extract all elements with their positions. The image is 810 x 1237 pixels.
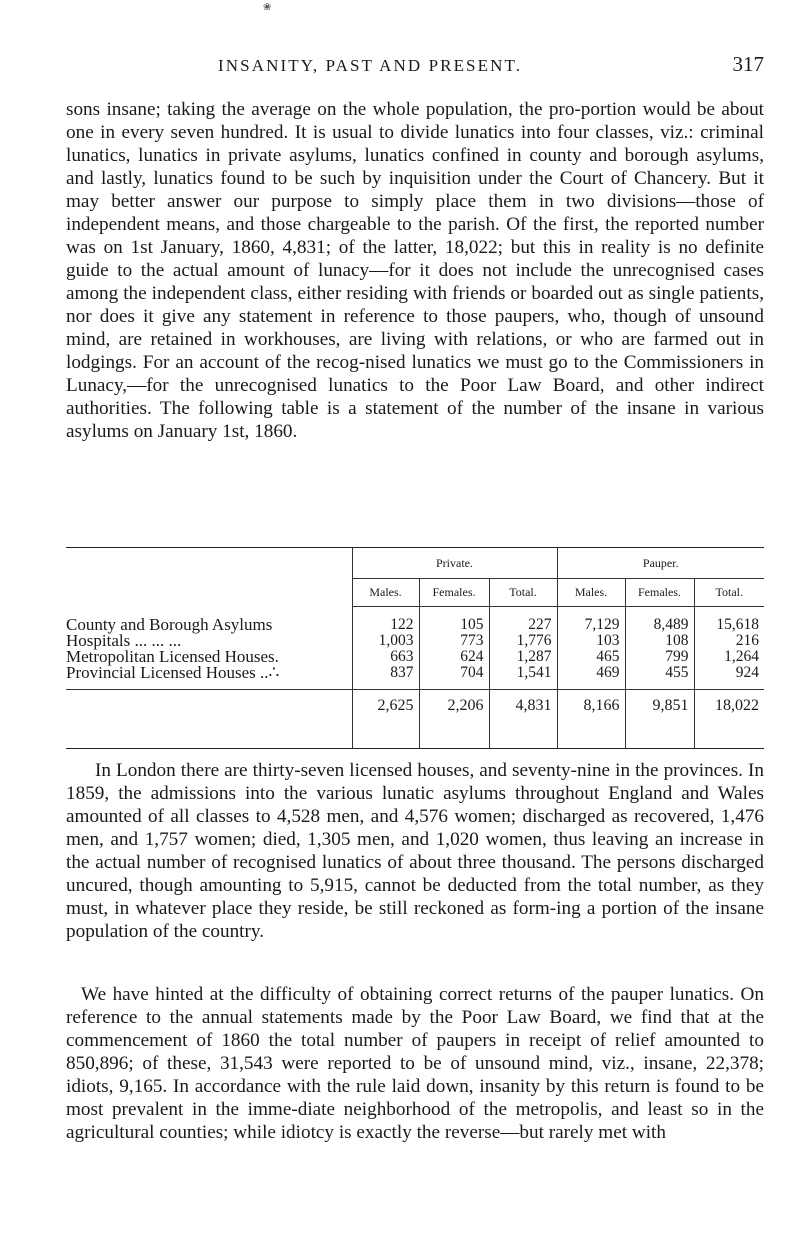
cell: 1,264 (694, 649, 764, 665)
row-label: Provincial Licensed Houses ..∴ (66, 663, 280, 682)
blank-cell (557, 726, 625, 749)
asylum-statistics-table (66, 547, 764, 745)
paragraph-2: In London there are thirty-seven licensed houses, and seventy-nine in the provinces. In 1859, the admissions into the various lunatic asylums throughout England and Wales amounted of all classes to 4,528 men, and 4,576 women; discharged as recovered, 1,476 men, and 1,757 women; died, 1,305 men, and 1,020 women, thus leaving an increase in the actual number of recognised lunatics of about three thousand. The persons discharged uncured, though amounting to 5,915, cannot be deducted from the total number, as they must, in whatever place they reside, be still reckoned as form-ing a portion of the insane population of the country. (66, 760, 764, 942)
cell: 1,776 (489, 633, 557, 649)
table-row (66, 607, 764, 634)
cell: 8,489 (625, 607, 694, 634)
paragraph-1: sons insane; taking the average on the whole population, the pro-portion would be about one in every seven hundred. It is usual to divide lunatics into four classes, viz.: criminal lunatics, lunatics in private asylums, lunatics confined in county and borough asylums, and lastly, lunatics found to be such by inquisition under the Court of Chancery. But it may better answer our purpose to simply place them in two divisions—those of independent means, and those chargeable to the parish. Of the first, the reported number was on 1st January, 1860, 4,831; of the latter, 18,022; but this in reality is no definite guide to the actual amount of lunacy—for it does not include the unrecognised cases among the independent class, either residing with friends or boarded out as single patients, nor does it give any statement in reference to those paupers, who, though of unsound mind, are retained in workhouses, are living with relations, or who are farmed out in lodgings. For an account of the recog-nised lunatics we must go to the Commissioners in Lunacy,—for the unrecognised lunatics to the Poor Law Board, and other indirect authorities. The following table is a statement of the number of the insane in various asylums on January 1st, 1860. (66, 99, 764, 442)
row-label: County and Borough Asylums (66, 614, 273, 634)
blank-cell (489, 726, 557, 749)
col-pauper-total: Total. (694, 579, 764, 607)
totals-row (66, 690, 764, 727)
cell: 7,129 (557, 607, 625, 634)
col-pauper-females: Females. (625, 579, 694, 607)
col-private-total: Total. (489, 579, 557, 607)
group-private: Private. (352, 548, 557, 579)
cell: 455 (625, 665, 694, 690)
cell: 924 (694, 665, 764, 690)
cell: 773 (419, 633, 489, 649)
cell: 1,541 (489, 665, 557, 690)
cell: 122 (352, 607, 419, 634)
blank-cell (66, 726, 352, 749)
cell: 15,618 (694, 607, 764, 634)
cell: 465 (557, 649, 625, 665)
cell: 1,003 (352, 633, 419, 649)
cell: 837 (352, 665, 419, 690)
blank-cell (625, 726, 694, 749)
column-header-row (66, 579, 764, 607)
table-bottom-row (66, 726, 764, 749)
book-page (66, 0, 764, 1237)
cell: 663 (352, 649, 419, 665)
col-private-males: Males. (352, 579, 419, 607)
total-cell: 2,206 (419, 690, 489, 727)
cell: 1,287 (489, 649, 557, 665)
cell: 216 (694, 633, 764, 649)
group-header-row (66, 548, 764, 579)
total-cell: 8,166 (557, 690, 625, 727)
cell: 469 (557, 665, 625, 690)
blank-cell (694, 726, 764, 749)
total-cell: 9,851 (625, 690, 694, 727)
blank-cell (419, 726, 489, 749)
cell: 105 (419, 607, 489, 634)
row-label: Metropolitan Licensed Houses. (66, 647, 279, 666)
row-label: Hospitals ... ... ... (66, 631, 182, 650)
running-title: INSANITY, PAST AND PRESENT. (218, 56, 523, 75)
col-pauper-males: Males. (557, 579, 625, 607)
blank-cell (66, 690, 352, 727)
blank-header-cell (66, 548, 352, 579)
cell: 704 (419, 665, 489, 690)
group-pauper: Pauper. (557, 548, 764, 579)
paragraph-3: We have hinted at the difficulty of obtaining correct returns of the pauper lunatics. On reference to the annual statements made by the Poor Law Board, we find that at the commencement of 1860 the total number of paupers in receipt of relief amounted to 850,896; of these, 31,543 were reported to be of unsound mind, viz., insane, 22,378; idiots, 9,165. In accordance with the rule laid down, insanity by this return is found to be most prevalent in the imme-diate neighborhood of the metropolis, and least so in the agricultural counties; while idiotcy is exactly the reverse—but rarely met with (66, 984, 764, 1143)
cell: 108 (625, 633, 694, 649)
page-header (66, 52, 764, 82)
table-row (66, 665, 764, 690)
blank-header-cell (66, 579, 352, 607)
cell: 227 (489, 607, 557, 634)
ornament-mark: ❀ (263, 2, 272, 13)
cell: 103 (557, 633, 625, 649)
col-private-females: Females. (419, 579, 489, 607)
total-cell: 4,831 (489, 690, 557, 727)
total-cell: 18,022 (694, 690, 764, 727)
blank-cell (352, 726, 419, 749)
total-cell: 2,625 (352, 690, 419, 727)
page-number: 317 (732, 52, 764, 76)
cell: 799 (625, 649, 694, 665)
cell: 624 (419, 649, 489, 665)
